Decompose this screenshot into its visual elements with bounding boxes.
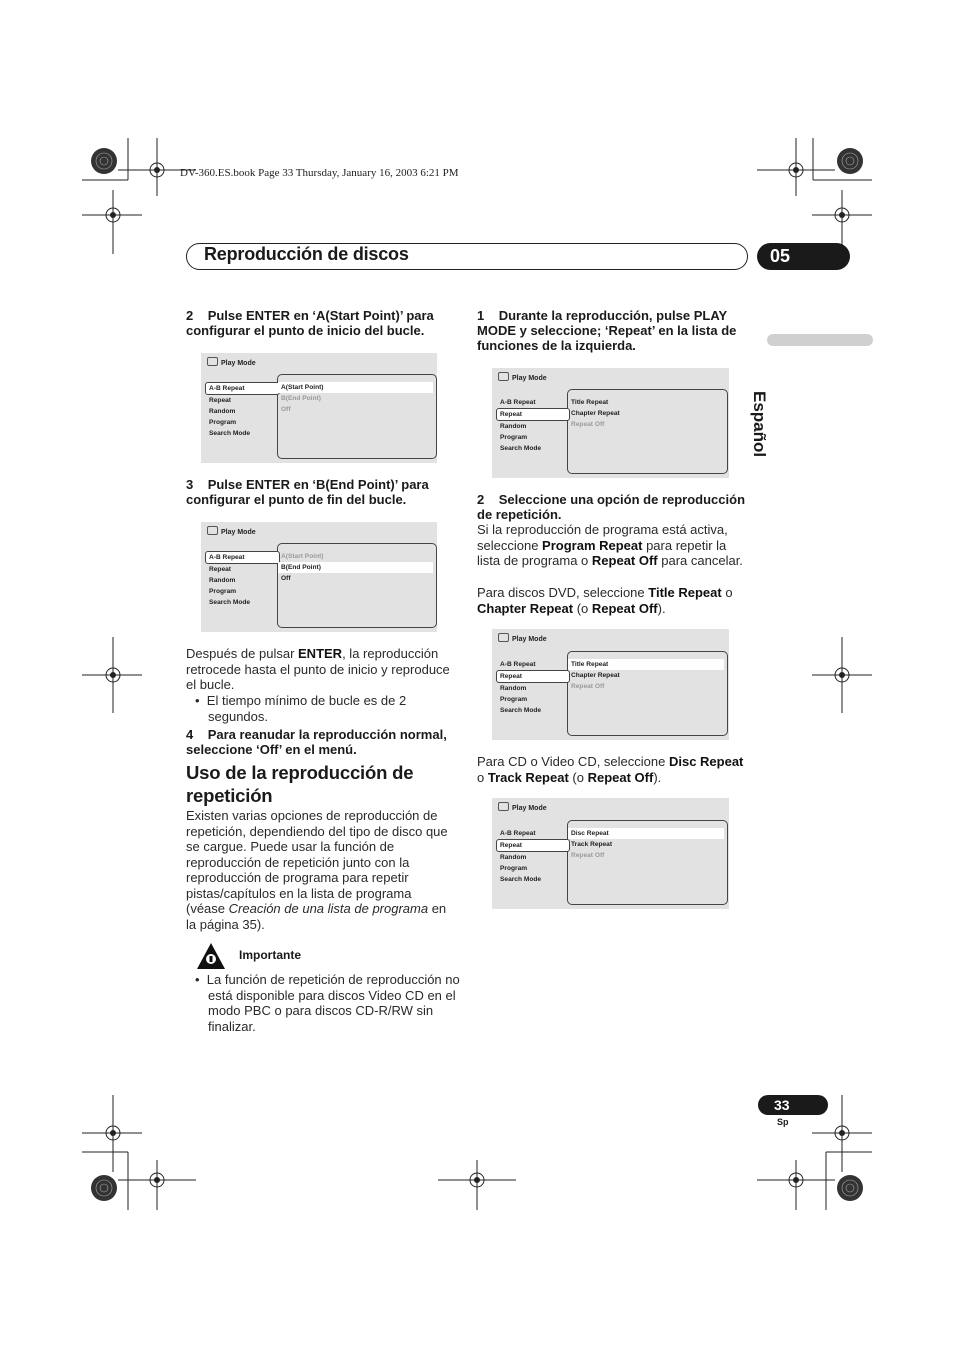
menu-item-random[interactable]: Random — [500, 854, 527, 861]
menu-item-repeat[interactable]: Repeat — [209, 566, 231, 573]
important-label: Importante — [239, 948, 302, 962]
step-number: 2 — [477, 492, 485, 507]
screen-disc-repeat — [492, 798, 729, 909]
language-tab — [767, 334, 873, 346]
dvd-icon — [498, 802, 509, 811]
menu-item-repeat[interactable]: Repeat — [496, 839, 570, 852]
option-end-point[interactable]: B(End Point) — [281, 395, 321, 402]
menu-item-program[interactable]: Program — [500, 696, 528, 703]
program-repeat-text: Si la reproducción de programa está activa, seleccione Program Repeat para repetir la lista de programa o Repeat Off para cancelar. — [477, 522, 743, 568]
chapter-title: Reproducción de discos — [204, 244, 409, 264]
menu-item-search-mode[interactable]: Search Mode — [500, 876, 542, 883]
important-bullet: • La función de repetición de reproducción no está disponible para discos Video CD en el modo PBC o para discos CD-R/RW sin finalizar. — [195, 972, 460, 1034]
screen-ab-start — [201, 353, 437, 463]
language-label: Español — [750, 391, 769, 458]
menu-item-random[interactable]: Random — [209, 408, 236, 415]
screen-repeat-dvd — [492, 368, 729, 478]
menu-item-repeat[interactable]: Repeat — [496, 408, 570, 421]
option-chapter-repeat[interactable]: Chapter Repeat — [571, 672, 620, 679]
chapter-number: 05 — [757, 243, 850, 270]
step-number: 4 — [186, 727, 194, 742]
dvd-icon — [207, 357, 218, 366]
screen-title: Play Mode — [221, 360, 256, 367]
bullet-min-loop: • El tiempo mínimo de bucle es de 2 segundos. — [195, 693, 407, 724]
menu-item-search-mode[interactable]: Search Mode — [209, 430, 251, 437]
step-text: Seleccione una opción de reproducción de repetición. — [477, 492, 746, 522]
menu-item-search-mode[interactable]: Search Mode — [500, 707, 542, 714]
screen-title-repeat — [492, 629, 729, 740]
step-number: 2 — [186, 308, 194, 323]
step-number: 3 — [186, 477, 194, 492]
option-start-point[interactable]: A(Start Point) — [281, 553, 324, 560]
option-title-repeat[interactable]: Title Repeat — [571, 399, 609, 406]
step-4-left — [186, 727, 456, 757]
step-text: Durante la reproducción, pulse PLAY MODE y seleccione; ‘Repeat’ en la lista de funciones de la izquierda. — [477, 308, 737, 353]
menu-item-ab-repeat[interactable]: A-B Repeat — [500, 399, 536, 406]
dvd-icon — [207, 526, 218, 535]
screen-title: Play Mode — [512, 375, 547, 382]
option-repeat-off[interactable]: Repeat Off — [571, 421, 605, 428]
option-repeat-off[interactable]: Repeat Off — [571, 683, 605, 690]
after-enter-text: Después de pulsar ENTER, la reproducción retrocede hasta el punto de inicio y reproduce el bucle. — [186, 646, 450, 692]
menu-item-program[interactable]: Program — [500, 865, 528, 872]
step-3-left — [186, 477, 451, 507]
menu-item-repeat[interactable]: Repeat — [209, 397, 231, 404]
option-end-point[interactable]: B(End Point) — [278, 562, 433, 573]
section-heading: Uso de la reproducción de repetición — [186, 762, 414, 806]
menu-item-ab-repeat[interactable]: A-B Repeat — [500, 830, 536, 837]
menu-item-ab-repeat[interactable]: A-B Repeat — [205, 551, 280, 564]
option-title-repeat[interactable]: Title Repeat — [568, 659, 724, 670]
option-off[interactable]: Off — [281, 406, 291, 413]
option-disc-repeat[interactable]: Disc Repeat — [568, 828, 724, 839]
screen-title: Play Mode — [512, 805, 547, 812]
step-text: Para reanudar la reproducción normal, seleccione ‘Off’ en el menú. — [186, 727, 447, 757]
menu-item-search-mode[interactable]: Search Mode — [209, 599, 251, 606]
menu-item-search-mode[interactable]: Search Mode — [500, 445, 542, 452]
screen-title: Play Mode — [221, 529, 256, 536]
option-repeat-off[interactable]: Repeat Off — [571, 852, 605, 859]
step-number: 1 — [477, 308, 485, 323]
option-track-repeat[interactable]: Track Repeat — [571, 841, 613, 848]
menu-item-ab-repeat[interactable]: A-B Repeat — [500, 661, 536, 668]
step-2-right — [477, 492, 747, 522]
step-1-right — [477, 308, 747, 353]
menu-item-repeat[interactable]: Repeat — [496, 670, 570, 683]
dvd-repeat-text: Para discos DVD, seleccione Title Repeat o Chapter Repeat (o Repeat Off). — [477, 585, 733, 616]
screen-ab-end — [201, 522, 437, 632]
step-2-left — [186, 308, 451, 338]
menu-item-ab-repeat[interactable]: A-B Repeat — [205, 382, 280, 395]
warning-icon — [196, 942, 226, 970]
option-chapter-repeat[interactable]: Chapter Repeat — [571, 410, 620, 417]
page-number: 33 — [758, 1095, 828, 1115]
menu-item-program[interactable]: Program — [209, 588, 237, 595]
dvd-icon — [498, 633, 509, 642]
menu-item-program[interactable]: Program — [500, 434, 528, 441]
screen-title: Play Mode — [512, 636, 547, 643]
step-text: Pulse ENTER en ‘A(Start Point)’ para configurar el punto de inicio del bucle. — [186, 308, 434, 338]
menu-item-program[interactable]: Program — [209, 419, 237, 426]
page-language: Sp — [777, 1117, 789, 1127]
menu-item-random[interactable]: Random — [500, 685, 527, 692]
section-text: Existen varias opciones de reproducción de repetición, dependiendo del tipo de disco que se cargue. Puede usar la función de reproducción de repetición junto con la reproducción de programa para repetir pistas/capítulos en la lista de programa (véase Creación de una lista de programa en la página 35). — [186, 808, 448, 932]
menu-item-random[interactable]: Random — [209, 577, 236, 584]
file-info: DV-360.ES.book Page 33 Thursday, January 16, 2003 6:21 PM — [180, 167, 459, 179]
option-start-point[interactable]: A(Start Point) — [278, 382, 433, 393]
dvd-icon — [498, 372, 509, 381]
option-off[interactable]: Off — [281, 575, 291, 582]
cd-repeat-text: Para CD o Video CD, seleccione Disc Repeat o Track Repeat (o Repeat Off). — [477, 754, 744, 785]
menu-item-random[interactable]: Random — [500, 423, 527, 430]
step-text: Pulse ENTER en ‘B(End Point)’ para configurar el punto de fin del bucle. — [186, 477, 429, 507]
